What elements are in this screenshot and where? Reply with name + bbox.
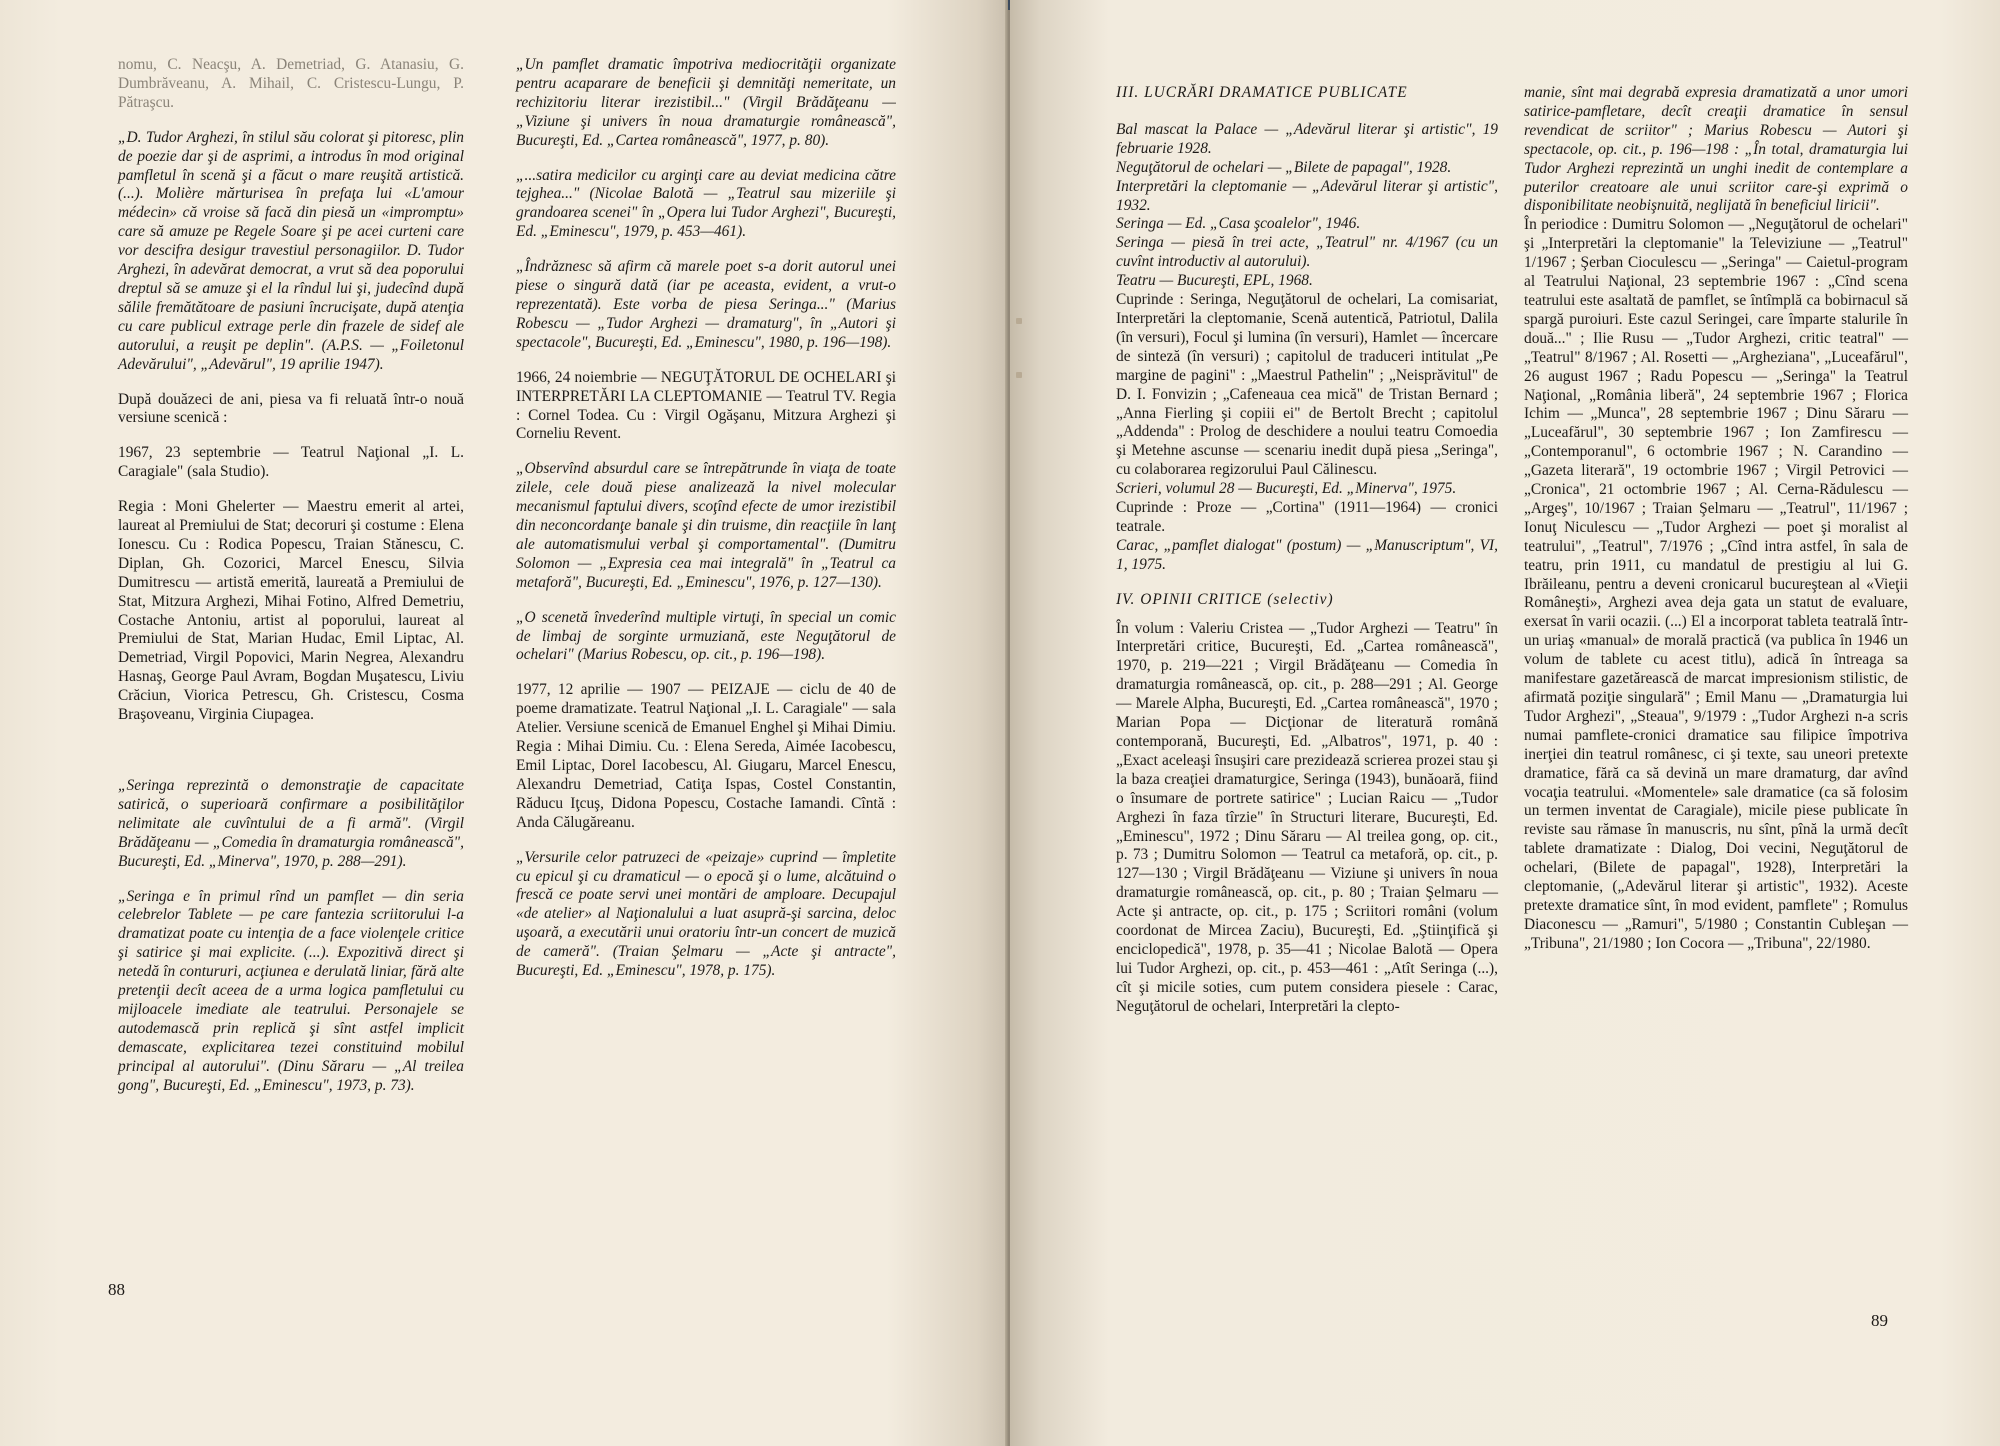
left-column-2 — [516, 56, 896, 981]
section-heading-4: IV. OPINII CRITICE (selectiv) — [1116, 590, 1334, 608]
critical-periodicals: În periodice : Dumitru Solomon — „Neguţătorul de ochelari" şi „Interpretări la cleptomanie" la Televiziune — „Teatrul" 1/1967 ; Şerban Cioculescu — „Seringa" — Caietul-program al Teatrului Naţional, 23 septembrie 1967 : „Cînd scena teatrului este asaltată de pamflet, se întîmplă ca bobirnacul să spargă puroiuri. Este cazul Seringei, care împarte stalurile în două..." ; Ilie Rusu — „Tudor Arghezi, critic teatral" — „Teatrul" 8/1967 ; Al. Rosetti — „Argheziana", „Luceafărul", 26 august 1967 ; Radu Popescu — „Seringa" la Teatrul Naţional, „România liberă", 24 septembrie 1967 ; Florica Ichim — „Munca", 28 septembrie 1967 ; Dinu Săraru — „Luceafărul", 30 septembrie 1967 ; Ion Zamfirescu — „Contemporanul", 6 octombrie 1967 ; N. Carandino — „Gazeta literară", 19 octombrie 1967 ; Virgil Petrovici — „Cronica", 21 octombrie 1967 ; Al. Cerna-Rădulescu — „Argeş", 10/1967 ; Traian Şelmaru — „Teatrul", 11/1967 ; Ionuţ Niculescu — „Tudor Arghezi — poet şi moralist al teatrului", „Teatrul", 7/1976 ; „Cînd intra astfel, în sala de teatru, prin 1911, cu mandatul de prestigiu al lui G. Ibrăileanu, pentru a deveni cronicarul bucureştean al «Vieţii Româneşti», Arghezi avea deja gata un statut de evaluare, exersat în varii ocazii. (...) El a incorporat tableta teatrală într-un uriaş «manual» de morală practică (va publica în 1946 un volum de tablete cu acest titlu), adică în întreaga sa manifestare gazetărească de marcat impresionism stilistic, de afirmată poziţie singulară" ; Emil Manu — „Dramaturgia lui Tudor Arghezi", „Steaua", 9/1979 : „Tudor Arghezi n-a scris numai pamflete-cronici dramatice sau filipice împotriva inerţiei din teatrul românesc, ci şi texte, sau uneori pretexte dramatice, fără ca să devină un mare dramaturg, dar avînd vocaţia teatrului. «Momentele» sale dramatice (ca să folosim un termen inventat de Caragiale), micile piese publicate în reviste sau rămase în manuscris, nu sînt, pînă la urmă decît tablete dramatizate : Dialog, Doi vecini, Neguţătorul de ochelari, (Bilete de papagal", 1928), Interpretări la cleptomanie, („Adevărul literar şi artistic", 1932). Aceste pretexte dramatice sînt, în mod evident, pamflete" ; Romulus Diaconescu — „Ramuri", 5/1980 ; Constantin Cubleşan — „Tribuna", 21/1980 ; Ion Cocora — „Tribuna", 22/1980. — [1524, 216, 1908, 952]
quote-aps: „D. Tudor Arghezi, în stilul său colorat şi pitoresc, plin de poezie dar şi de asprimi, a introdus în mod original pamfletul în scenă şi a făcut o mare reuşită artistică. (...). Molière mărturisea în prefaţa lui «L'amour médecin» că vroise să facă din piesă un «impromptu» care să amuze pe Regele Soare şi pe acei curteni care vor descifra desigur travestiul personagiilor. D. Tudor Arghezi, în adevărat democrat, a vrut să dea poporului dreptul să se amuze şi el la rîndul lui şi, judecînd după sălile fremătătoare de pasiuni încrucişate, după atenţia cu care publicul extrage perle din frazele de sidef ale autorului, a reuşit pe deplin". (A.P.S. — „Foiletonul Adevărului", „Adevărul", 19 aprilie 1947). — [118, 128, 464, 373]
quote-balota: „...satira medicilor cu arginţi care au deviat medicina către tejghea..." (Nicolae Balotă — „Teatrul sau mizeriile şi grandoarea scenei" în „Opera lui Tudor Arghezi", Bucureşti, Ed. „Eminescu", 1979, p. 453—461). — [516, 166, 896, 241]
left-column-1 — [118, 56, 464, 1096]
work-seringa-1967: Seringa — piesă în trei acte, „Teatrul" nr. 4/1967 (cu un cuvînt introductiv al autorului). — [1116, 234, 1498, 271]
quote-robescu-2: „O scenetă învederînd multiple virtuţi, în special un comic de limbaj de sorginte urmuziană, este Neguţătorul de ochelari" (Marius Robescu, op. cit., p. 196—198). — [516, 608, 896, 664]
quote-robescu: „Îndrăznesc să afirm că marele poet s-a dorit autorul unei piese o singură dată (iar pe aceasta, evident, a vrut-o reprezentată). Este vorba de piesa Seringa..." (Marius Robescu — „Tudor Arghezi — dramaturg", în „Autori şi spectacole", Bucureşti, Ed. „Eminescu", 1980, p. 196—198). — [516, 258, 896, 351]
page-number-right: 89 — [1871, 1311, 1888, 1330]
work-scrieri: Scrieri, volumul 28 — Bucureşti, Ed. „Minerva", 1975. — [1116, 480, 1457, 498]
entry-1966: 1966, 24 noiembrie — NEGUŢĂTORUL DE OCHELARI şi INTERPRETĂRI LA CLEPTOMANIE — Teatrul TV. Regia : Cornel Todea. Cu : Virgil Ogăşanu, Mitzura Arghezi şi Corneliu Revent. — [516, 368, 896, 443]
cast-list-continued: nomu, C. Neacşu, A. Demetriad, G. Atanasiu, G. Dumbrăveanu, A. Mihail, C. Cristescu-Lungu, P. Pătraşcu. — [118, 56, 464, 111]
critical-continuation: manie, sînt mai degrabă expresia dramatizată a unor umori satirice-pamfletare, decît creaţii dramatice în sensul revendicat de scriitor" ; Marius Robescu — Autori şi spectacole, op. cit., p. 196—198 : „În total, dramaturgia lui Tudor Arghezi reprezintă un unghi inedit de contemplare a puterilor creatoare ale unui scriitor care-şi exprimă o disponibilitate neobişnuită, neglijată în beneficiul liricii". — [1524, 84, 1908, 215]
quote-selmaru: „Versurile celor patruzeci de «peizaje» cuprind — împletite cu epicul şi cu dramaticul — o epocă şi o lume, alcătuind o frescă ce poate servi unei montări de amploare. Decupajul «de atelier» al Naţionalului a luat asupră-şi sarcina, deloc uşoară, a executării unui oratoriu într-un concert de muzică de cameră". (Traian Şelmaru — „Acte şi antracte", Bucureşti, Ed. „Eminescu", 1978, p. 175). — [516, 848, 896, 980]
right-column-1 — [1116, 84, 1498, 1017]
credits-1967: Regia : Moni Ghelerter — Maestru emerit al artei, laureat al Premiului de Stat; decoruri şi costume : Elena Ionescu. Cu : Rodica Popescu, Traian Stănescu, C. Diplan, Gh. Cozorici, Marcel Enescu, Silvia Dumitrescu — artistă emerită, laureată a Premiului de Stat, Mitzura Arghezi, Mihai Fotino, Alfred Demetriu, Costache Antoniu, artist al poporului, laureat al Premiului de Stat, Marian Hudac, Emil Liptac, Al. Demetriad, Virgil Popovici, Marin Negrea, Alexandru Hasnaş, George Paul Avram, Bogdan Muşatescu, Liviu Crăciun, Viorica Petrescu, Gh. Cristescu, Cosma Braşoveanu, Virginia Ciupagea. — [118, 498, 464, 724]
work-seringa-1946: Seringa — Ed. „Casa şcoalelor", 1946. — [1116, 215, 1361, 233]
work-teatru-contents: Cuprinde : Seringa, Neguţătorul de ochelari, La comisariat, Interpretări la cleptomanie, Scenă autentică, Patriotul, Dalila (în versuri), Focul şi lumina (în versuri), Hamlet — încercare de sinteză (în versuri) ; capitolul de traduceri intitulat „Pe margine de pagini" : „Maestrul Pathelin" ; „Neisprăvitul" de D. I. Fonvizin ; „Cafeneaua cea mică" de Tristan Bernard ; „Anna Fierling şi copiii ei" de Bertolt Brecht ; capitolul „Addenda" : Prolog de deschidere a noului teatru Comoedia şi Metehne ascunse — scenariu inedit după piesa „Seringa", cu colaborarea regizorului Paul Călinescu. — [1116, 291, 1498, 479]
critical-volumes: În volum : Valeriu Cristea — „Tudor Arghezi — Teatru" în Interpretări critice, Bucureşti, Ed. „Cartea românească", 1970, p. 219—221 ; Virgil Brădăţeanu — Comedia în dramaturgia românească, op. cit., p. 288—291 ; Al. George — Marele Alpha, Bucureşti, Ed. „Cartea românească", 1970 ; Marian Popa — Dicţionar de literatură română contemporană, Bucureşti, Ed. „Albatros", 1971, p. 40 : „Exact aceleaşi însuşiri care prezidează scrierea prozei stau şi la baza creaţiei dramaturgice, Seringa (1943), bunăoară, fiind o însumare de portrete satirice" ; Lucian Raicu — „Tudor Arghezi în faza tîrzie" în Structuri literare, Bucureşti, Ed. „Eminescu", 1972 ; Dinu Săraru — Al treilea gong, op. cit., p. 73 ; Dumitru Solomon — Teatrul ca metaforă, op. cit., p. 127—130 ; Virgil Brădăţeanu — Viziune şi univers în noua dramaturgie românească, op. cit., p. 80 ; Traian Şelmaru — Acte şi antracte, op. cit., p. 175 ; Scriitori români (volum coordonat de Mircea Zaciu), Bucureşti, Ed. „Ştiinţifică şi enciclopedică", 1978, p. 35—41 ; Nicolae Balotă — Opera lui Tudor Arghezi, op. cit., p. 453—461 : „Atît Seringa (...), cît şi micile soties, cum putem considera piesele : Carac, Neguţătorul de ochelari, Interpretări la clepto- — [1116, 619, 1498, 1015]
quote-bradateanu: „Seringa reprezintă o demonstraţie de capacitate satirică, o superioară confirmare a posibilităţilor nelimitate ale cuvîntului de a fi armă". (Virgil Brădăţeanu — „Comedia în dramaturgia românească", Bucureşti, Ed. „Minerva", 1970, p. 288—291). — [118, 777, 464, 870]
page-number-left: 88 — [108, 1280, 125, 1299]
work-interpretari: Interpretări la cleptomanie — „Adevărul literar şi artistic", 1932. — [1116, 177, 1498, 214]
entry-1967: 1967, 23 septembrie — Teatrul Naţional „I. L. Caragiale" (sala Studio). — [118, 444, 464, 481]
section-heading-3: III. LUCRĂRI DRAMATICE PUBLICATE — [1116, 84, 1408, 101]
work-carac: Carac, „pamflet dialogat" (postum) — „Manuscriptum", VI, 1, 1975. — [1116, 536, 1498, 573]
paragraph-revival: După douăzeci de ani, piesa va fi reluată într-o nouă versiune scenică : — [118, 390, 464, 427]
quote-sararu: „Seringa e în primul rînd un pamflet — din seria celebrelor Tablete — pe care fantezia scriitorului l-a dramatizat poate cu intenţia de a face violenţele critice şi satirice şi mai explicite. (...). Expozitivă direct şi netedă în contururi, acţiunea e derulată liniar, fără alte pretenţii decît aceea de a urma logica pamfletului cu mijloacele imediate ale teatrului. Personajele se autodemască prin replică şi sînt astfel implicit demascate, explicitarea tezei constituind mobilul principal al autorului". (Dinu Săraru — „Al treilea gong", Bucureşti, Ed. „Eminescu", 1973, p. 73). — [118, 887, 464, 1094]
entry-1977: 1977, 12 aprilie — 1907 — PEIZAJE — ciclu de 40 de poeme dramatizate. Teatrul Naţional „I. L. Caragiale" — sala Atelier. Versiune scenică de Emanuel Enghel şi Mihai Dimiu. Regia : Mihai Dimiu. Cu. : Elena Sereda, Aimée Iacobescu, Emil Liptac, Dorel Iacobescu, Al. Giugaru, Marcel Enescu, Alexandru Demetriad, Catiţa Ispas, Costel Constantin, Răducu Iţcuş, Didona Popescu, Costache Iamandi. Cîntă : Anda Călugăreanu. — [516, 681, 896, 831]
work-bal-mascat: Bal mascat la Palace — „Adevărul literar şi artistic", 19 februarie 1928. — [1116, 120, 1498, 157]
margin-dot — [1016, 372, 1022, 378]
work-teatru: Teatru — Bucureşti, EPL, 1968. — [1116, 272, 1313, 290]
quote-bradateanu-2: „Un pamflet dramatic împotriva mediocrităţii organizate pentru acaparare de beneficii şi demnităţi nemeritate, un rechizitoriu literar irezistibil..." (Virgil Brădăţeanu — „Viziune şi univers în noua dramaturgie românească", Bucureşti, Ed. „Cartea românească", 1977, p. 80). — [516, 56, 896, 149]
work-negutatorul: Neguţătorul de ochelari — „Bilete de papagal", 1928. — [1116, 158, 1452, 176]
right-page — [1010, 0, 2000, 1446]
margin-dot — [1016, 318, 1022, 324]
right-column-2 — [1524, 84, 1908, 954]
work-scrieri-contents: Cuprinde : Proze — „Cortina" (1911—1964) — cronici teatrale. — [1116, 499, 1498, 535]
quote-solomon: „Observînd absurdul care se întrepătrunde în viaţa de toate zilele, cele două piese analizează la nivel molecular mecanismul faptului divers, scoţînd efecte de umor irezistibil din neconcordanţe banale şi din truisme, din reacţiile în lanţ ale automatismului verbal şi comportamental". (Dumitru Solomon — „Expresia cea mai integrală" în „Teatrul ca metaforă", Bucureşti, Ed. „Eminescu", 1976, p. 127—130). — [516, 460, 896, 591]
